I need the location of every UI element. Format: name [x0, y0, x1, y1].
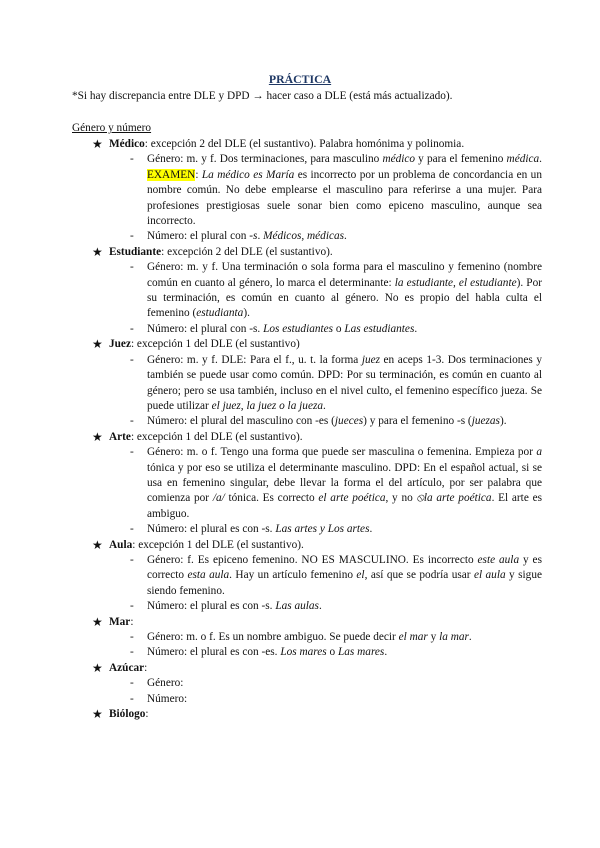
italic-text: este aula [477, 553, 520, 566]
genero-item [109, 260, 542, 322]
text: Género: [147, 677, 184, 690]
entry-mar [92, 615, 542, 661]
numero-item [109, 599, 542, 614]
discrepancy-note: *Si hay discrepancia entre DLE y DPD → hacer caso a DLE (está más actualizado). [72, 90, 453, 102]
dash-bullet: - [130, 153, 134, 166]
italic-text: ⦸la arte poética [416, 492, 492, 505]
text: Género: m. o f. Es un nombre ambiguo. Se puede decir [147, 631, 399, 643]
italic-text: esta aula [187, 569, 230, 582]
text: en aceps 1-3. Dos terminaciones y también se puede usar como común. DPD: Por su terminación, es común en cuanto al género; pero se usa también, incluso en el nivel culto, el femenino específico jueza. Se puede utilizar [147, 353, 543, 412]
entry-azucar [92, 661, 542, 707]
dash-bullet: - [130, 631, 134, 643]
star-bullet-icon: ★ [92, 707, 103, 722]
dash-bullet: - [130, 553, 134, 566]
text: Género: f. Es epiceno femenino. NO ES MASCULINO. Es incorrecto [147, 553, 478, 566]
text: y sigue siendo femenino. [147, 569, 542, 597]
highlighted-text: EXAMEN [147, 168, 196, 181]
entry-desc: : excepción 1 del DLE (el sustantivo). [130, 430, 303, 443]
entry-arte [92, 430, 542, 538]
entry-biologo [92, 707, 542, 722]
numero-item [109, 645, 542, 660]
text: Número: el plural con - [147, 230, 254, 243]
entry-head: Juez [109, 338, 131, 351]
sub-list [109, 353, 542, 430]
text: y es correcto [147, 553, 542, 582]
entry-aula [92, 538, 542, 615]
entry-head: Biólogo [109, 708, 146, 721]
text: . El arte es ambiguo. [147, 492, 542, 520]
text: Número: [147, 692, 188, 705]
italic-text: Las estudiantes [344, 322, 415, 335]
text: ). Por su terminación, es común en cuanto al género. No es propio del habla culta el femenino ( [147, 276, 542, 320]
dash-bullet: - [130, 677, 134, 690]
italic-text: la estudiante, el estudiante [394, 276, 517, 289]
italic-text: a [536, 446, 542, 459]
text: Género: m. y f. DLE: Para el f., u. t. la forma [147, 353, 362, 366]
italic-text: la mar [439, 631, 469, 643]
dash-bullet: - [130, 261, 134, 274]
italic-text: Las aulas [275, 600, 319, 613]
dash-bullet: - [130, 230, 134, 243]
italic-text: juezas [471, 415, 500, 428]
text: ). [499, 415, 507, 428]
numero-item [109, 229, 542, 244]
sub-list [109, 676, 542, 707]
text: y [427, 631, 440, 643]
dash-bullet: - [130, 646, 134, 659]
text: . [468, 631, 472, 643]
entry-head: Arte [109, 430, 131, 443]
entry-head: Azúcar [109, 661, 145, 674]
numero-item [109, 414, 542, 429]
star-bullet-icon: ★ [92, 429, 103, 444]
entry-desc: : excepción 2 del DLE (el sustantivo). [161, 245, 333, 258]
italic-text: el juez, la juez o la jueza [211, 399, 324, 412]
star-bullet-icon: ★ [92, 337, 103, 352]
italic-text: Los mares [280, 646, 327, 659]
genero-item [109, 630, 542, 645]
entry-head: Aula [109, 538, 133, 551]
entry-list [92, 137, 542, 722]
text: , así que se podría usar [364, 569, 474, 582]
italic-text: Las artes y Los artes [275, 523, 370, 536]
italic-text: el [356, 569, 365, 582]
text: Género: m. y f. Una terminación o sola forma para el masculino y femenino (nombre común en cuanto al género, lo marca el determinante: [147, 261, 542, 289]
text: Género: m. y f. Dos terminaciones, para masculino [147, 153, 383, 166]
star-bullet-icon: ★ [92, 137, 103, 151]
genero-item [109, 353, 542, 415]
page-title: PRÁCTICA [268, 72, 332, 86]
text: y para el femenino [415, 153, 507, 166]
text: Género: m. o f. Tengo una forma que puede ser masculina o femenina. Empieza por [147, 446, 537, 459]
dash-bullet: - [130, 415, 134, 428]
text: , y no [385, 492, 417, 505]
sub-list [109, 553, 542, 615]
text: . Hay un artículo femenino [229, 569, 357, 582]
entry-head: Estudiante [109, 245, 162, 258]
sub-list [109, 152, 542, 244]
text: Número: el plural es con -s. [147, 523, 276, 536]
genero-item [109, 152, 542, 229]
italic-text: /a/ [212, 492, 225, 505]
entry-desc: : [145, 708, 149, 721]
entry-desc: : [144, 661, 148, 674]
text: . [257, 230, 264, 243]
numero-item [109, 692, 542, 707]
text: . [414, 322, 418, 335]
entry-estudiante [92, 245, 542, 337]
text: Número: el plural del masculino con -es ( [147, 415, 335, 428]
italic-text: s [253, 230, 258, 243]
dash-bullet: - [130, 446, 134, 459]
dash-bullet: - [130, 523, 134, 536]
text: tónica y por eso se utiliza el determinante masculino. DPD: En el español actual, si se usa en femenino singular, debe llevar la forma el del artículo, por ser palabra que comienza por [147, 461, 542, 505]
italic-text: Médicos, médicas [263, 230, 345, 243]
text: . [539, 153, 542, 166]
italic-text: estudianta [196, 307, 244, 320]
sub-list [109, 630, 542, 661]
text: . [318, 600, 322, 613]
italic-text: el mar [398, 631, 428, 643]
text: ) y para el femenino -s ( [363, 415, 472, 428]
text: es incorrecto por un problema de concordancia en un nombre común. No debe emplearse el masculino para referirse a una mujer. Para profesiones prestigiosas suele sonar bien como epiceno masculino, aunque sea incorrecto. [147, 168, 542, 228]
genero-item [109, 553, 542, 599]
text: tónica. Es correcto [224, 492, 319, 505]
dash-bullet: - [130, 322, 134, 335]
star-bullet-icon: ★ [92, 614, 103, 629]
sub-list [109, 445, 542, 537]
text: Número: el plural es con -es. [147, 646, 281, 659]
numero-item [109, 522, 542, 537]
entry-juez [92, 337, 542, 429]
text: . [369, 523, 373, 536]
italic-text: Las mares [337, 646, 385, 659]
italic-text: el aula [473, 569, 506, 582]
italic-text: médica [506, 153, 540, 166]
text: . [344, 230, 347, 243]
italic-text: el arte poética [318, 492, 386, 505]
genero-item [109, 676, 542, 691]
star-bullet-icon: ★ [92, 660, 103, 675]
star-bullet-icon: ★ [92, 244, 103, 259]
entry-desc: : excepción 1 del DLE (el sustantivo). [132, 538, 304, 551]
italic-text: jueces [334, 415, 364, 428]
section-heading: Género y número [72, 122, 152, 134]
text: o [326, 646, 338, 659]
star-bullet-icon: ★ [92, 537, 103, 552]
entry-head: Mar [109, 615, 131, 628]
text: . [384, 646, 388, 659]
text: ). [243, 307, 250, 320]
entry-desc: : excepción 2 del DLE (el sustantivo). Palabra homónima y polinomia. [144, 138, 465, 150]
entry-desc: : [130, 615, 134, 628]
italic-text: juez [361, 353, 381, 366]
dash-bullet: - [130, 692, 134, 705]
text: . [323, 399, 326, 412]
italic-text: La médico es María [201, 168, 295, 181]
italic-text: Los estudiantes [263, 322, 334, 335]
sub-list [109, 260, 542, 337]
text: o [333, 322, 345, 335]
numero-item [109, 322, 542, 337]
entry-desc: : excepción 1 del DLE (el sustantivo) [130, 338, 300, 351]
dash-bullet: - [130, 353, 134, 366]
entry-medico [92, 137, 542, 245]
dash-bullet: - [130, 600, 134, 613]
text: Número: el plural con -s. [147, 322, 264, 335]
entry-head: Médico [109, 138, 145, 150]
text: Número: el plural es con -s. [147, 600, 276, 613]
text: : [195, 168, 202, 181]
genero-item [109, 445, 542, 522]
italic-text: médico [382, 153, 416, 166]
